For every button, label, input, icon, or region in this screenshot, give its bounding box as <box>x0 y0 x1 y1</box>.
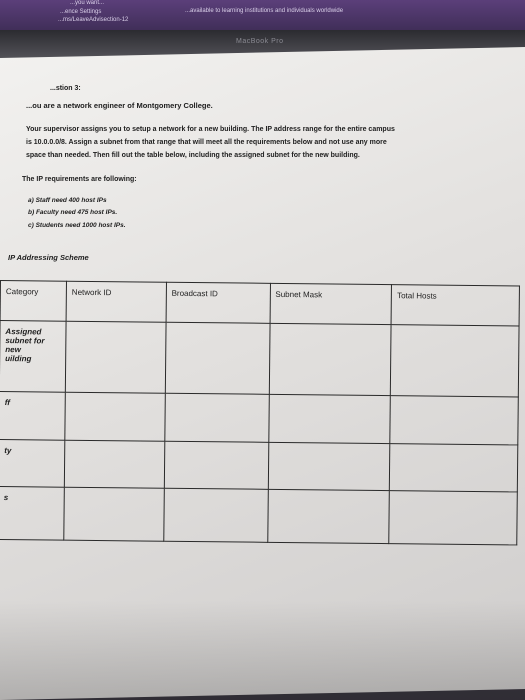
table-row <box>0 439 518 492</box>
header-category: Category <box>0 281 66 322</box>
cell-subnet-mask[interactable] <box>267 490 389 544</box>
screen-text-1: ...you want... <box>70 0 105 6</box>
cell-broadcast-id[interactable] <box>164 441 268 490</box>
screen-text-4: ...available to learning institutions and individuals worldwide <box>185 8 344 14</box>
intro-line: ...ou are a network engineer of Montgomery College. <box>26 101 213 110</box>
cell-total-hosts[interactable] <box>390 443 518 492</box>
paragraph-line-3: space than needed. Then fill out the table below, including the assigned subnet for the new building. <box>26 152 360 159</box>
requirement-students: c) Students need 1000 host IPs. <box>28 222 126 229</box>
header-subnet-mask: Subnet Mask <box>270 283 392 324</box>
cell-broadcast-id[interactable] <box>165 322 270 394</box>
question-number: ...stion 3: <box>50 85 81 92</box>
header-broadcast-id: Broadcast ID <box>166 282 270 323</box>
cell-total-hosts[interactable] <box>391 325 519 397</box>
cell-broadcast-id[interactable] <box>165 393 269 442</box>
ip-addressing-table <box>0 280 520 545</box>
cell-network-id[interactable] <box>65 392 165 441</box>
category-faculty: ty <box>0 439 65 488</box>
scheme-title: IP Addressing Scheme <box>8 253 89 262</box>
table-row <box>0 487 517 545</box>
category-students: s <box>0 487 64 540</box>
category-staff: ff <box>0 391 65 440</box>
requirement-faculty: b) Faculty need 475 host IPs. <box>28 209 118 216</box>
paragraph-line-2: is 10.0.0.0/8. Assign a subnet from that range that will meet all the requirements below and not use any more <box>26 139 387 146</box>
table-header-row <box>0 281 519 326</box>
cell-total-hosts[interactable] <box>389 491 517 545</box>
cell-network-id[interactable] <box>64 488 164 542</box>
cell-subnet-mask[interactable] <box>268 394 390 443</box>
laptop-brand-label: MacBook Pro <box>236 38 284 45</box>
header-network-id: Network ID <box>66 281 166 322</box>
cell-total-hosts[interactable] <box>390 395 518 444</box>
table-row <box>0 320 519 396</box>
requirement-staff: a) Staff need 400 host IPs <box>28 197 107 204</box>
header-total-hosts: Total Hosts <box>391 285 519 326</box>
screen-text-3: ...ms/LeaveAdvisection-12 <box>58 17 129 23</box>
requirements-heading: The IP requirements are following: <box>22 176 137 183</box>
paragraph-line-1: Your supervisor assigns you to setup a network for a new building. The IP address range for the entire campus <box>26 126 395 133</box>
cell-subnet-mask[interactable] <box>268 442 390 491</box>
cell-network-id[interactable] <box>65 321 166 393</box>
table-row <box>0 391 518 444</box>
category-assigned: Assigned subnet for new uilding <box>0 320 66 391</box>
cell-broadcast-id[interactable] <box>164 489 268 543</box>
screen-text-2: ...ence Settings <box>60 9 102 15</box>
paper-shadow <box>0 600 525 700</box>
cell-subnet-mask[interactable] <box>269 323 391 395</box>
cell-network-id[interactable] <box>64 440 164 489</box>
